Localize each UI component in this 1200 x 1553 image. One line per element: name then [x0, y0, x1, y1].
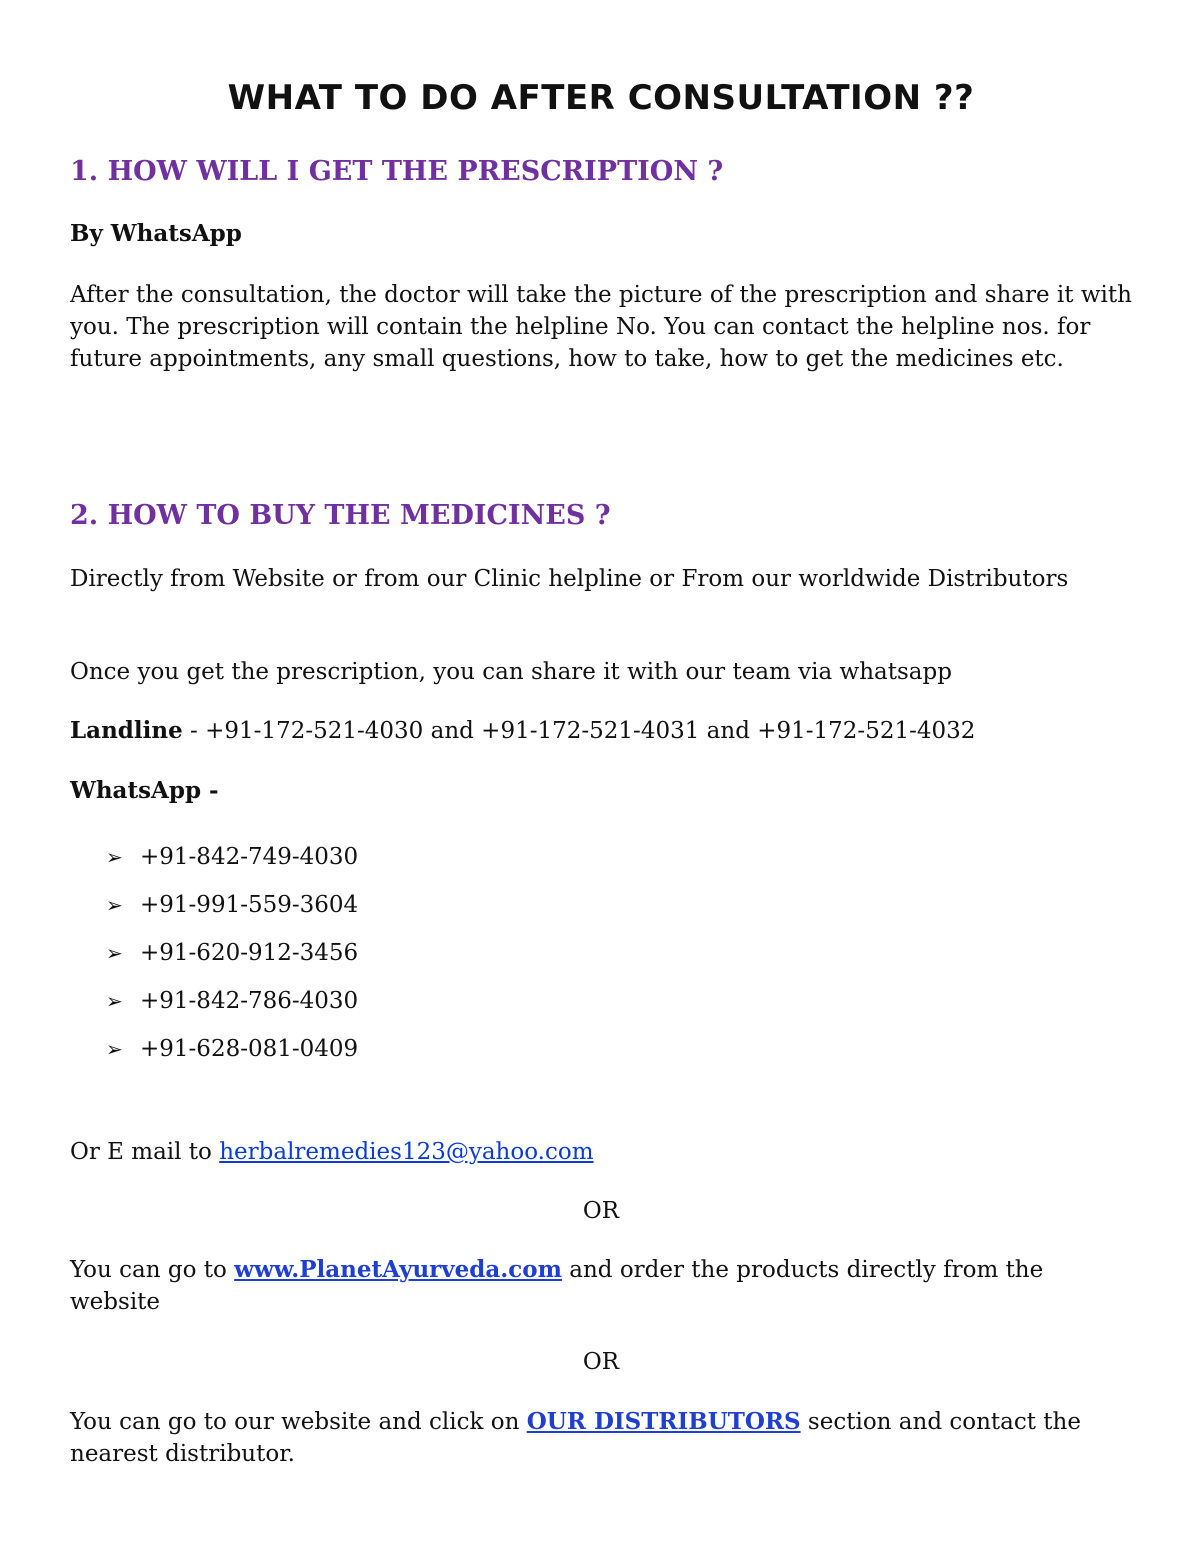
distributors-prefix: You can go to our website and click on: [70, 1409, 527, 1435]
arrowhead-bullet-icon: ➢: [106, 845, 123, 869]
whatsapp-number: +91-628-081-0409: [140, 1036, 359, 1062]
share-text: Once you get the prescription, you can share it with our team via whatsapp: [70, 659, 952, 685]
email-line: [70, 1136, 1132, 1168]
list-item: [106, 1025, 358, 1073]
or-separator-1: OR: [582, 1198, 620, 1224]
arrowhead-bullet-icon: ➢: [106, 989, 123, 1013]
landline-numbers: - +91-172-521-4030 and +91-172-521-4031 and +91-172-521-4032: [182, 718, 976, 744]
page-title: WHAT TO DO AFTER CONSULTATION ??: [227, 78, 975, 118]
list-item: [106, 977, 358, 1025]
list-item: [106, 929, 358, 977]
or-separator-2: OR: [582, 1349, 620, 1375]
section1-heading: 1. HOW WILL I GET THE PRESCRIPTION ?: [70, 156, 724, 187]
arrowhead-bullet-icon: ➢: [106, 941, 123, 965]
arrowhead-bullet-icon: ➢: [106, 1037, 123, 1061]
distributors-suffix: section and contact the nearest distributor.: [70, 1409, 1081, 1467]
landline-line: [70, 715, 1132, 747]
list-item: [106, 881, 358, 929]
whatsapp-number: +91-620-912-3456: [140, 940, 359, 966]
arrowhead-bullet-icon: ➢: [106, 893, 123, 917]
section1-subheading: By WhatsApp: [70, 220, 242, 247]
section2-heading: 2. HOW TO BUY THE MEDICINES ?: [70, 500, 611, 531]
landline-label: Landline: [70, 717, 183, 744]
website-prefix: You can go to: [70, 1257, 235, 1283]
section2-intro: Directly from Website or from our Clinic helpline or From our worldwide Distributors: [70, 566, 1069, 592]
our-distributors-link[interactable]: OUR DISTRIBUTORS: [526, 1408, 801, 1435]
website-suffix: and order the products directly from the website: [70, 1257, 1044, 1315]
whatsapp-number: +91-842-786-4030: [140, 988, 359, 1014]
website-link[interactable]: www.PlanetAyurveda.com: [234, 1256, 562, 1283]
section1-paragraph: After the consultation, the doctor will take the picture of the prescription and share it with you. The prescription will contain the helpline No. You can contact the helpline nos. for future appointments, any small questions, how to take, how to get the medicines etc.: [70, 282, 1132, 372]
whatsapp-number: +91-842-749-4030: [140, 844, 359, 870]
list-item: [106, 833, 358, 881]
whatsapp-label: WhatsApp -: [70, 777, 219, 804]
whatsapp-number-list: [106, 833, 358, 1073]
distributors-line: [70, 1406, 1132, 1470]
whatsapp-number: +91-991-559-3604: [140, 892, 359, 918]
email-link[interactable]: herbalremedies123@yahoo.com: [219, 1139, 594, 1165]
website-line: [70, 1254, 1132, 1318]
email-prefix: Or E mail to: [70, 1139, 220, 1165]
